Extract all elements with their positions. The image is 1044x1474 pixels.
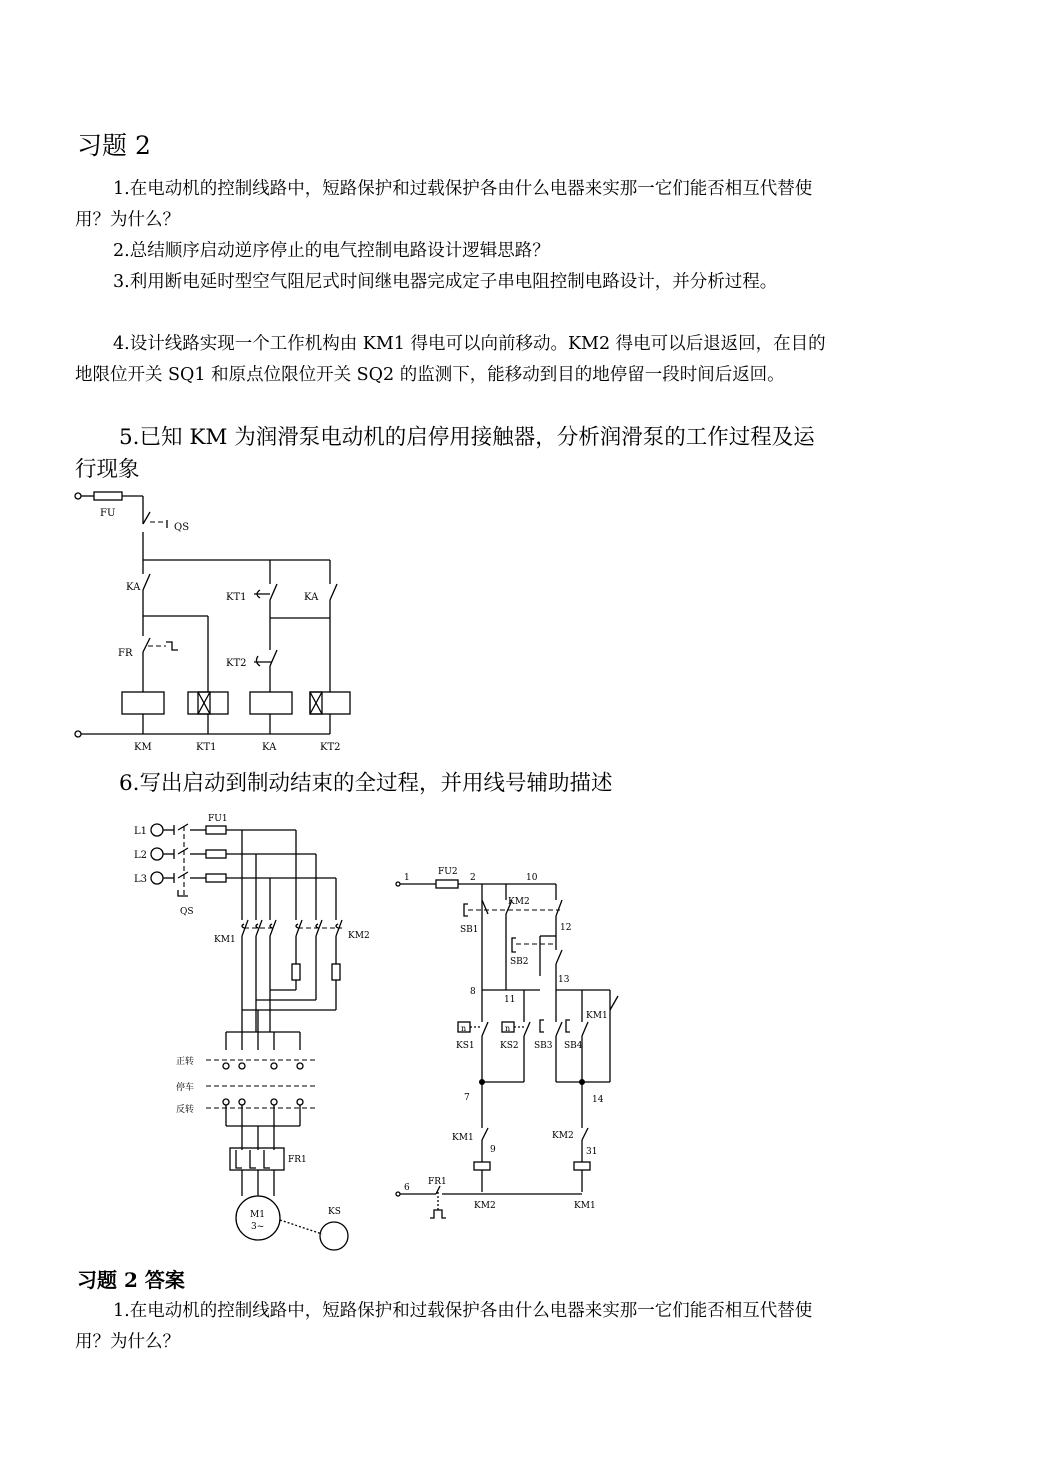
km2-contact-label: KM2 [508,897,530,907]
ka-top-label: KA [126,582,141,593]
fr1-contact-label: FR1 [428,1177,447,1187]
node-31: 31 [586,1147,598,1157]
question-6: 6.写出启动到制动结束的全过程，并用线号辅助描述 [119,771,613,796]
motor-main-circuit [130,810,370,1250]
question-2: 2.总结顺序启动逆序停止的电气控制电路设计逻辑思路？ [113,241,550,261]
zhengzhuan-label: 正转 [176,1057,195,1067]
control-circuit [390,860,630,1220]
sb3-label: SB3 [534,1041,553,1051]
kt2-label: KT2 [226,658,247,669]
ks1-label: KS1 [456,1041,475,1051]
tingche-label: 停车 [176,1083,195,1093]
coil-ka-label: KA [262,742,277,753]
sb4-label: SB4 [564,1041,583,1051]
node-2: 2 [470,873,476,883]
ks2-label: KS2 [500,1041,519,1051]
node-1: 1 [404,873,410,883]
coil-km2-label: KM2 [474,1201,496,1211]
kt1-label: KT1 [226,592,247,603]
sb2-label: SB2 [510,957,529,967]
fr1-label: FR1 [288,1155,307,1165]
ks1-n-label: n [461,1024,467,1033]
coil-kt1-label: KT1 [196,742,217,753]
node-10: 10 [526,873,538,883]
km2-label: KM2 [348,931,370,941]
fr-label: FR [118,648,133,659]
ks2-n-label: n [505,1024,511,1033]
sb1-label: SB1 [460,925,479,935]
fu-label: FU [100,508,116,519]
node-11: 11 [504,995,516,1005]
km1-nc-label: KM1 [452,1133,474,1143]
node-14: 14 [592,1095,604,1105]
m1-label: M1 [250,1210,265,1220]
coil-km-label: KM [134,742,152,753]
coil-km1-label: KM1 [574,1201,596,1211]
node-12: 12 [560,923,572,933]
l2-label: L2 [134,850,148,861]
answer-1: 1.在电动机的控制线路中，短路保护和过载保护各由什么电器来实那一它们能否相互代替使用？为什么？ [75,1301,813,1352]
m1-sub-label: 3~ [251,1222,265,1232]
fu2-label: FU2 [438,867,458,877]
km1-label: KM1 [214,935,236,945]
coil-kt2-label: KT2 [320,742,341,753]
km1-contact-label: KM1 [586,1011,608,1021]
l3-label: L3 [134,874,148,885]
l1-label: L1 [134,826,148,837]
node-7: 7 [464,1093,470,1103]
node-6: 6 [404,1183,410,1193]
question-3: 3.利用断电延时型空气阻尼式时间继电器完成定子串电阻控制电路设计，并分析过程。 [113,272,778,292]
node-8: 8 [470,987,476,997]
qs-label: QS [174,522,190,533]
fanzhuan-label: 反转 [176,1105,195,1115]
answer-heading: 习题 2 答案 [77,1268,185,1292]
question-5: 5.已知 KM 为润滑泵电动机的启停用接触器，分析润滑泵的工作过程及运行现象 [75,425,815,482]
node-13: 13 [558,975,570,985]
fu1-label: FU1 [208,814,228,824]
ka-right-label: KA [304,592,319,603]
km2-nc-label: KM2 [552,1131,574,1141]
question-1: 1.在电动机的控制线路中，短路保护和过载保护各由什么电器来实那一它们能否相互代替使用？为什么？ [75,179,813,230]
lubrication-pump-circuit [70,486,370,758]
question-4: 4.设计线路实现一个工作机构由 KM1 得电可以向前移动。KM2 得电可以后退返回，在目的地限位开关 SQ1 和原点位限位开关 SQ2 的监测下，能移动到目的地停留一段时间后返回。 [75,334,826,385]
node-9: 9 [490,1145,496,1155]
page-heading: 习题 2 [77,131,151,160]
ks-label: KS [328,1207,341,1217]
qs-label-2: QS [180,907,194,917]
